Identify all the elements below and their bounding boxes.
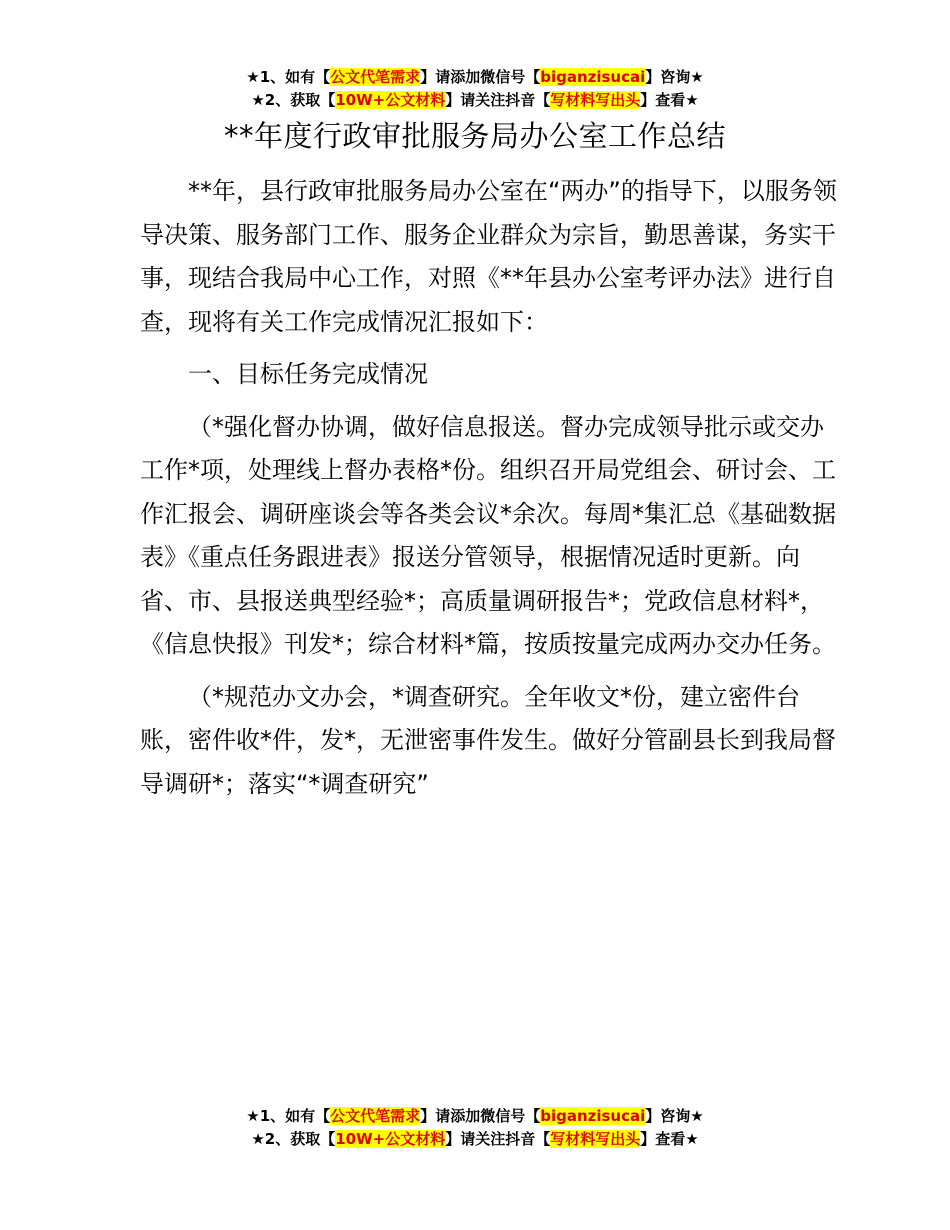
section-heading: 一、目标任务完成情况 bbox=[188, 360, 428, 388]
document-body bbox=[140, 170, 840, 806]
highlight-douyin: 写材料写出头 bbox=[550, 91, 641, 109]
banner-line-2: ★2、获取【10W+公文材料】请关注抖音【写材料写出头】查看★ bbox=[251, 1130, 699, 1148]
paragraph-documents: （*规范办文办会，*调查研究。全年收文*份，建立密件台账，密件收*件，发*，无泄密事件发生。做好分管副县长到我局督导调研*；落实“*调查研究” bbox=[140, 682, 836, 798]
document-title: **年度行政审批服务局办公室工作总结 bbox=[223, 119, 726, 153]
banner-line-1: ★1、如有【公文代笔需求】请添加微信号【biganzisucai】咨询★ bbox=[246, 1107, 704, 1125]
banner-line-2: ★2、获取【10W+公文材料】请关注抖音【写材料写出头】查看★ bbox=[251, 91, 699, 109]
header-banner bbox=[0, 66, 950, 112]
banner-line-1: ★1、如有【公文代笔需求】请添加微信号【biganzisucai】咨询★ bbox=[246, 68, 704, 86]
paragraph-supervision: （*强化督办协调，做好信息报送。督办完成领导批示或交办工作*项，处理线上督办表格*份。组织召开局党组会、研讨会、工作汇报会、调研座谈会等各类会议*余次。每周*集汇总《基础数据表》《重点任务跟进表》报送分管领导，根据情况适时更新。向省、市、县报送典型经验*；高质量调研报告*；党政信息材料*，《信息快报》刊发*；综合材料*篇，按质按量完成两办交办任务。 bbox=[140, 412, 836, 658]
highlight-douyin: 写材料写出头 bbox=[550, 1130, 641, 1148]
highlight-materials: 10W+公文材料 bbox=[335, 1130, 446, 1148]
footer-banner bbox=[0, 1105, 950, 1151]
highlight-service: 公文代笔需求 bbox=[330, 68, 421, 86]
highlight-service: 公文代笔需求 bbox=[330, 1107, 421, 1125]
highlight-wechat-id: biganzisucai bbox=[540, 68, 646, 86]
highlight-wechat-id: biganzisucai bbox=[540, 1107, 646, 1125]
highlight-materials: 10W+公文材料 bbox=[335, 91, 446, 109]
paragraph-intro: **年，县行政审批服务局办公室在“两办”的指导下，以服务领导决策、服务部门工作、服务企业群众为宗旨，勤思善谋，务实干事，现结合我局中心工作，对照《**年县办公室考评办法》进行自查，现将有关工作完成情况汇报如下： bbox=[140, 177, 837, 336]
